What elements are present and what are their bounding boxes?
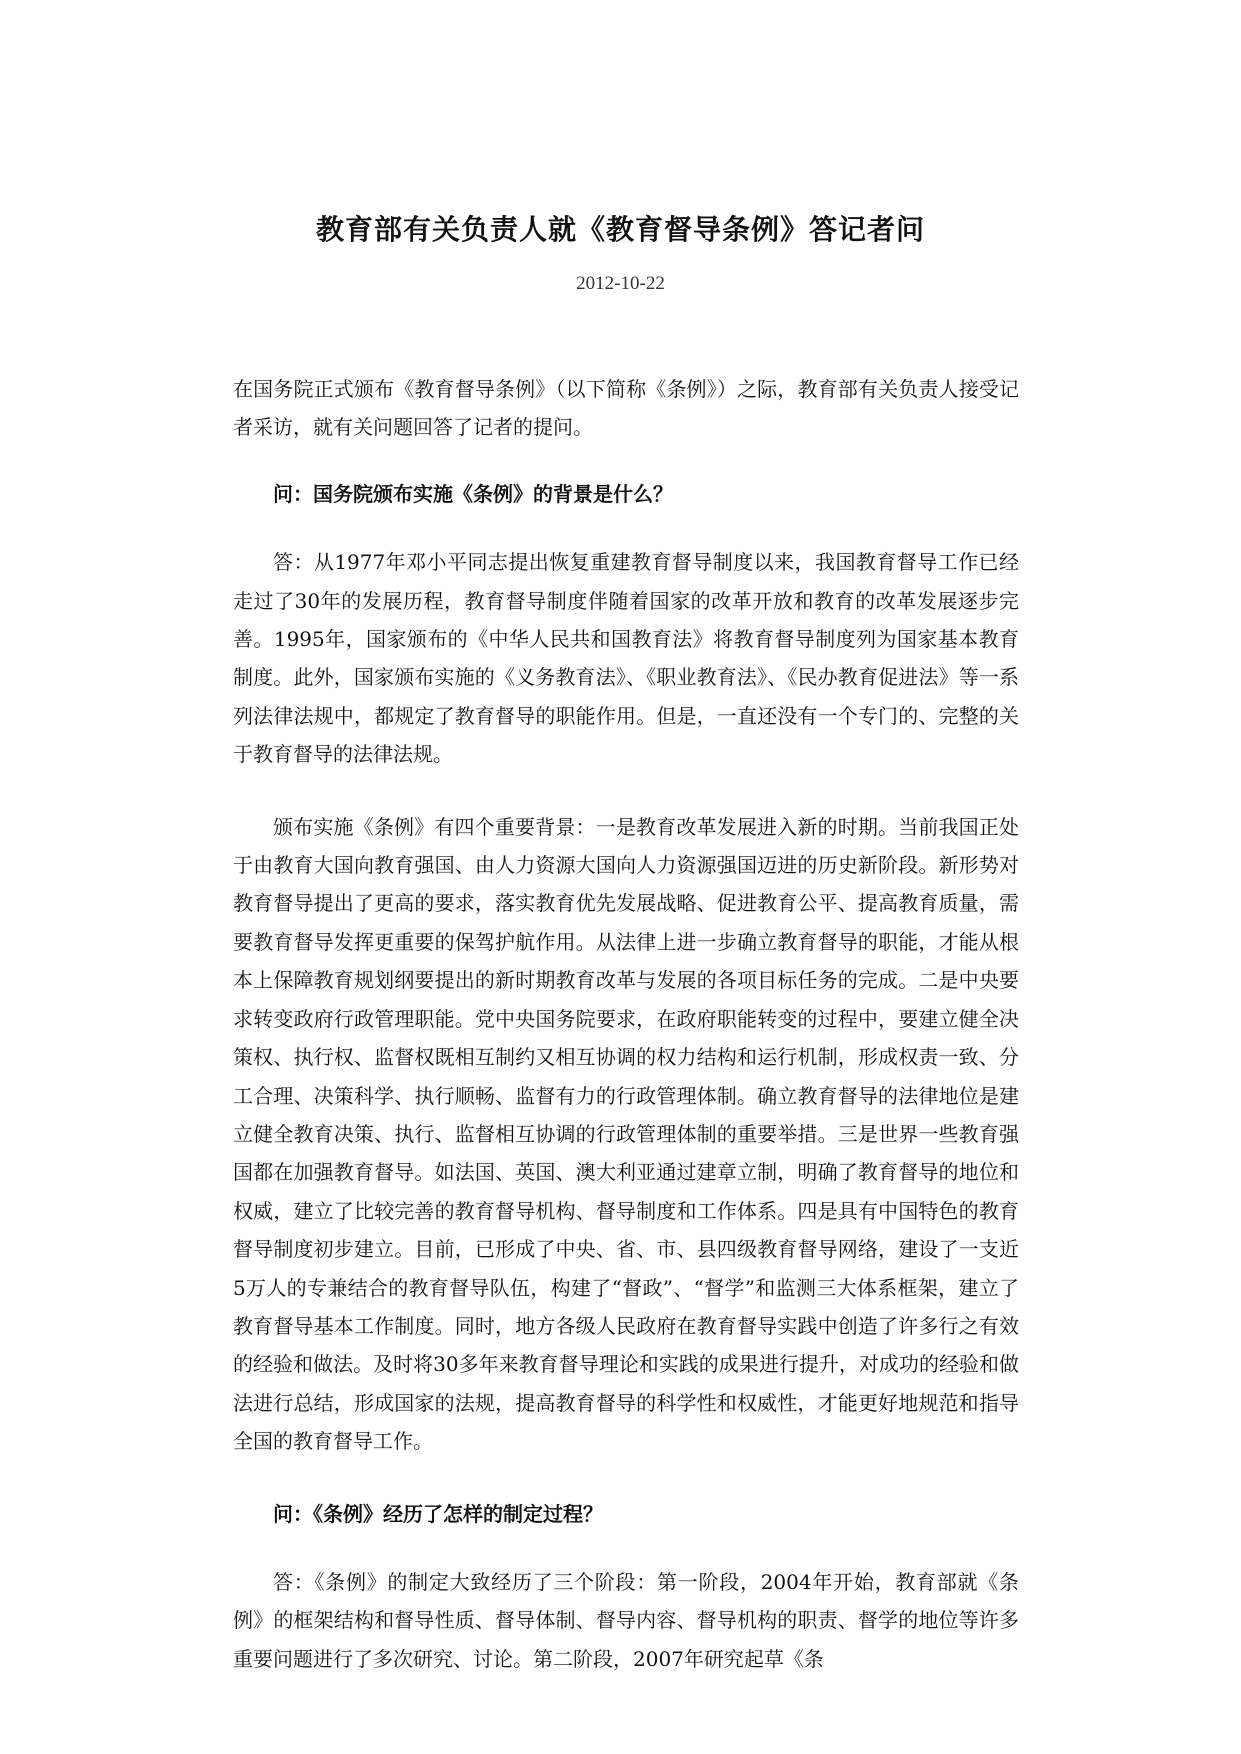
intro-paragraph: 在国务院正式颁布《教育督导条例》（以下简称《条例》）之际，教育部有关负责人接受记者采访，就有关问题回答了记者的提问。 — [233, 377, 1019, 440]
answer-1-paragraph-2: 颁布实施《条例》有四个重要背景：一是教育改革发展进入新的时期。当前我国正处于由教育大国向教育强国、由人力资源大国向人力资源强国迈进的历史新阶段。新形势对教育督导提出了更高的要求，落实教育优先发展战略、促进教育公平、提高教育质量，需要教育督导发挥更重要的保驾护航作用。从法律上进一步确立教育督导的职能，才能从根本上保障教育规划纲要提出的新时期教育改革与发展的各项目标任务的完成。二是中央要求转变政府行政管理职能。党中央国务院要求，在政府职能转变的过程中，要建立健全决策权、执行权、监督权既相互制约又相互协调的权力结构和运行机制，形成权责一致、分工合理、决策科学、执行顺畅、监督有力的行政管理体制。确立教育督导的法律地位是建立健全教育决策、执行、监督相互协调的行政管理体制的重要举措。三是世界一些教育强国都在加强教育督导。如法国、英国、澳大利亚通过建章立制，明确了教育督导的地位和权威，建立了比较完善的教育督导机构、督导制度和工作体系。四是具有中国特色的教育督导制度初步建立。目前，已形成了中央、省、市、县四级教育督导网络，建设了一支近5万人的专兼结合的教育督导队伍，构建了“督政”、“督学”和监测三大体系框架，建立了教育督导基本工作制度。同时，地方各级人民政府在教育督导实践中创造了许多行之有效的经验和做法。及时将30多年来教育督导理论和实践的成果进行提升，对成功的经验和做法进行总结，形成国家的法规，提高教育督导的科学性和权威性，才能更好地规范和指导全国的教育督导工作。 — [233, 814, 1019, 1454]
article-body — [233, 370, 1019, 1678]
question-2: 问：《条例》经历了怎样的制定过程？ — [273, 1501, 603, 1526]
answer-2-paragraph-1: 答：《条例》的制定大致经历了三个阶段：第一阶段，2004年开始，教育部就《条例》的框架结构和督导性质、督导体制、督导内容、督导机构的职责、督学的地位等许多重要问题进行了多次研究、讨论。第二阶段，2007年研究起草《条 — [233, 1569, 1019, 1671]
document-title: 教育部有关负责人就《教育督导条例》答记者问 — [315, 213, 925, 246]
question-1: 问：国务院颁布实施《条例》的背景是什么？ — [273, 481, 673, 506]
answer-1-paragraph-1: 答：从1977年邓小平同志提出恢复重建教育督导制度以来，我国教育督导工作已经走过了30年的发展历程，教育督导制度伴随着国家的改革开放和教育的改革发展逐步完善。1995年，国家颁布的《中华人民共和国教育法》将教育督导制度列为国家基本教育制度。此外，国家颁布实施的《义务教育法》、《职业教育法》、《民办教育促进法》等一系列法律法规中，都规定了教育督导的职能作用。但是，一直还没有一个专门的、完整的关于教育督导的法律法规。 — [233, 550, 1019, 767]
publish-date: 2012-10-22 — [576, 273, 665, 294]
